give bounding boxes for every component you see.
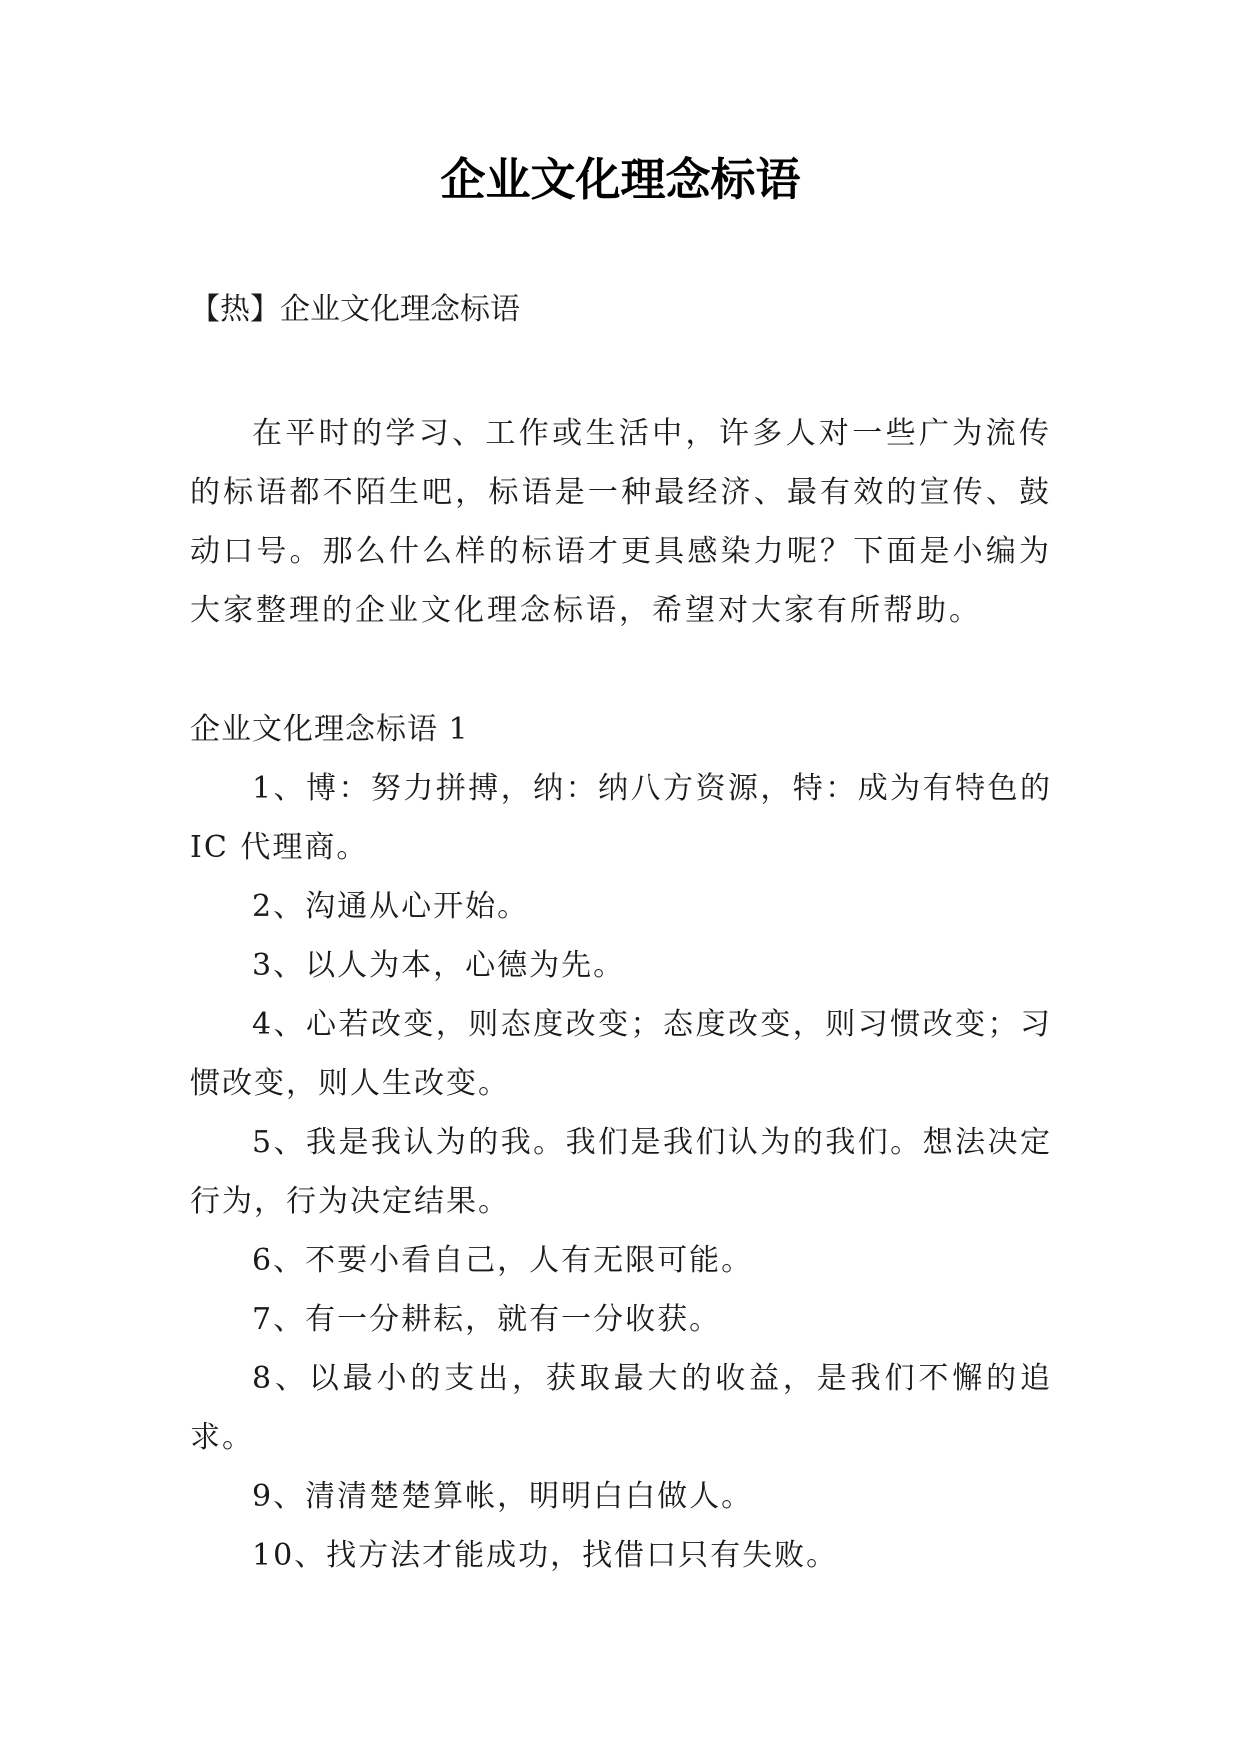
document-subtitle: 【热】企业文化理念标语 bbox=[190, 292, 520, 327]
slogan-item-3: 3、以人为本，心德为先。 bbox=[252, 948, 626, 983]
slogan-item-7: 7、有一分耕耘，就有一分收获。 bbox=[252, 1302, 722, 1337]
document-body bbox=[190, 404, 1052, 1585]
section-heading: 企业文化理念标语 1 bbox=[190, 712, 469, 747]
slogan-item-8: 8、以最小的支出，获取最大的收益，是我们不懈的追求。 bbox=[190, 1361, 1052, 1455]
slogan-item-9: 9、清清楚楚算帐，明明白白做人。 bbox=[252, 1479, 754, 1514]
slogan-item-6: 6、不要小看自己，人有无限可能。 bbox=[252, 1243, 754, 1278]
slogan-item-1: 1、博：努力拼搏，纳：纳八方资源，特：成为有特色的 IC 代理商。 bbox=[190, 771, 1052, 865]
slogan-item-2: 2、沟通从心开始。 bbox=[252, 889, 530, 924]
slogan-item-4: 4、心若改变，则态度改变；态度改变，则习惯改变；习惯改变，则人生改变。 bbox=[190, 1007, 1052, 1101]
document-title: 企业文化理念标语 bbox=[440, 153, 801, 206]
intro-paragraph: 在平时的学习、工作或生活中，许多人对一些广为流传的标语都不陌生吧，标语是一种最经济、最有效的宣传、鼓动口号。那么什么样的标语才更具感染力呢？下面是小编为大家整理的企业文化理念标语，希望对大家有所帮助。 bbox=[190, 416, 1052, 628]
slogan-item-5: 5、我是我认为的我。我们是我们认为的我们。想法决定行为，行为决定结果。 bbox=[190, 1125, 1052, 1219]
slogan-item-10: 10、找方法才能成功，找借口只有失败。 bbox=[252, 1538, 839, 1573]
